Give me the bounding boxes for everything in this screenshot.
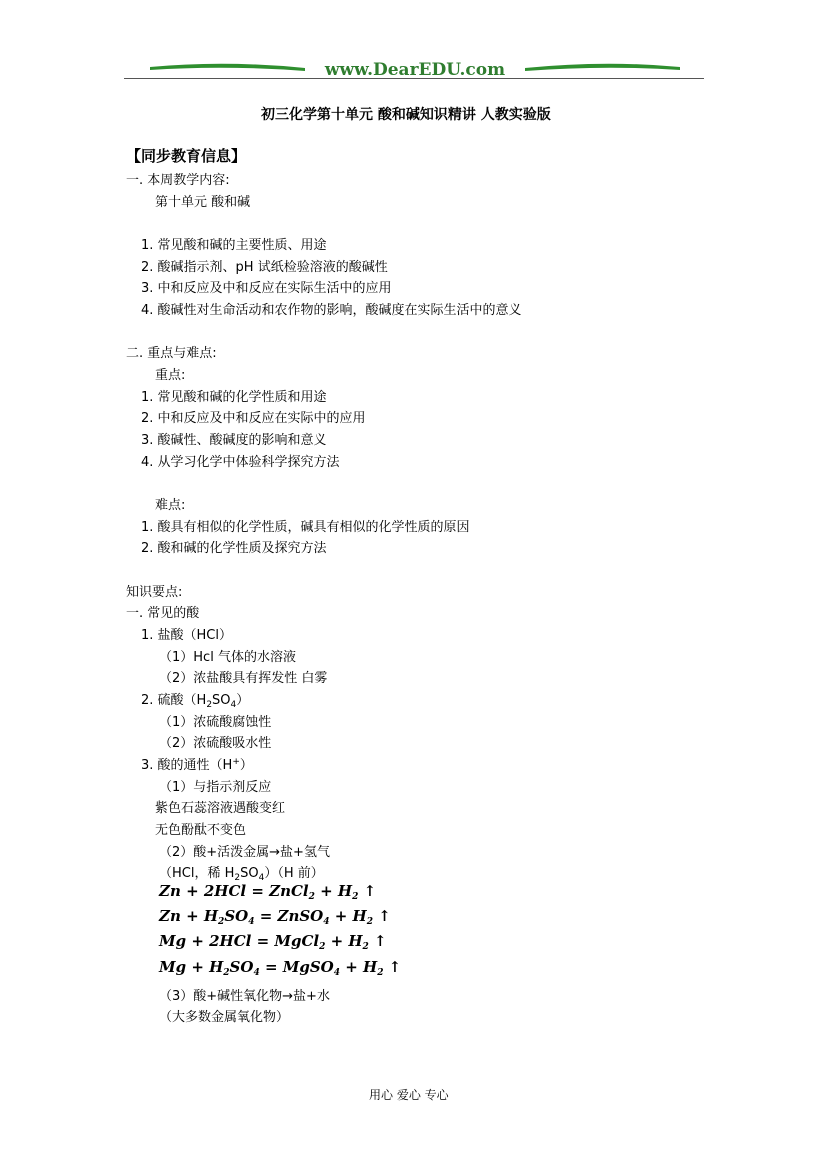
- footer-slogan: 用心 爱心 专心: [369, 1088, 449, 1102]
- h2so4-point: （1）浓硫酸腐蚀性: [159, 715, 272, 730]
- equation: $Mg + H_2SO_4$ = MgSO$_4$ + $H_2$ ↑: [159, 958, 402, 978]
- content-item: 2. 酸碱指示剂、pH 试纸检验溶液的酸碱性: [141, 260, 388, 275]
- h2so4-point: （2）浓硫酸吸水性: [159, 736, 272, 751]
- header-divider: [124, 78, 704, 79]
- knowledge-heading: 知识要点:: [126, 585, 183, 600]
- key-item: 1. 常见酸和碱的化学性质和用途: [141, 390, 327, 405]
- oxide-note: （大多数金属氧化物）: [159, 1010, 290, 1025]
- difficult-label: 难点:: [155, 498, 186, 513]
- content-item: 4. 酸碱性对生命活动和农作物的影响，酸碱度在实际生活中的意义: [141, 303, 522, 318]
- h2so4-heading: 2. 硫酸$(H_2SO_4)$: [141, 693, 250, 710]
- key-item: 4. 从学习化学中体验科学探究方法: [141, 455, 340, 470]
- hcl-point: （1）Hcl 气体的水溶液: [159, 650, 296, 665]
- document-title: 初三化学第十单元 酸和碱知识精讲 人教实验版: [261, 107, 551, 123]
- logo-text: www.DearEDU.com: [324, 60, 506, 80]
- oxide-point: （3）酸+碱性氧化物→盐+水: [159, 989, 330, 1004]
- content-item: 1. 常见酸和碱的主要性质、用途: [141, 238, 327, 253]
- phenol-note: 无色酚酞不变色: [155, 823, 247, 838]
- sync-info-heading: 【同步教育信息】: [126, 147, 247, 165]
- difficult-item: 1. 酸具有相似的化学性质，碱具有相似的化学性质的原因: [141, 520, 470, 535]
- metal-note: （HCl，稀 $H_2SO_4)(H$ 前）: [159, 866, 324, 883]
- equation: $Zn + H_2SO_4$ = ZnSO$_4$ + $H_2$ ↑: [159, 907, 391, 927]
- hcl-heading: 1. 盐酸（HCl）: [141, 628, 233, 643]
- key-item: 3. 酸碱性、酸碱度的影响和意义: [141, 433, 327, 448]
- indicator-point: （1）与指示剂反应: [159, 780, 272, 795]
- litmus-note: 紫色石蕊溶液遇酸变红: [155, 801, 286, 816]
- content-item: 3. 中和反应及中和反应在实际生活中的应用: [141, 281, 392, 296]
- hcl-point: （2）浓盐酸具有挥发性 白雾: [159, 671, 328, 686]
- week-content-heading: 一. 本周教学内容:: [126, 173, 230, 188]
- unit-label: 第十单元 酸和碱: [155, 195, 251, 210]
- common-acids-heading: 一. 常见的酸: [126, 606, 200, 621]
- key-item: 2. 中和反应及中和反应在实际中的应用: [141, 411, 366, 426]
- metal-point: （2）酸+活泼金属→盐+氢气: [159, 845, 330, 860]
- equation: Mg + 2HCl = MgCl$_2$ + $H_2$ ↑: [159, 932, 387, 952]
- key-points-heading: 二. 重点与难点:: [126, 346, 217, 361]
- general-properties-heading: 3. 酸的通性（H+）: [141, 757, 253, 773]
- key-label: 重点:: [155, 368, 186, 383]
- difficult-item: 2. 酸和碱的化学性质及探究方法: [141, 541, 327, 556]
- equation: Zn + 2HCl = ZnCl$_2$ + $H_2$ ↑: [159, 882, 377, 902]
